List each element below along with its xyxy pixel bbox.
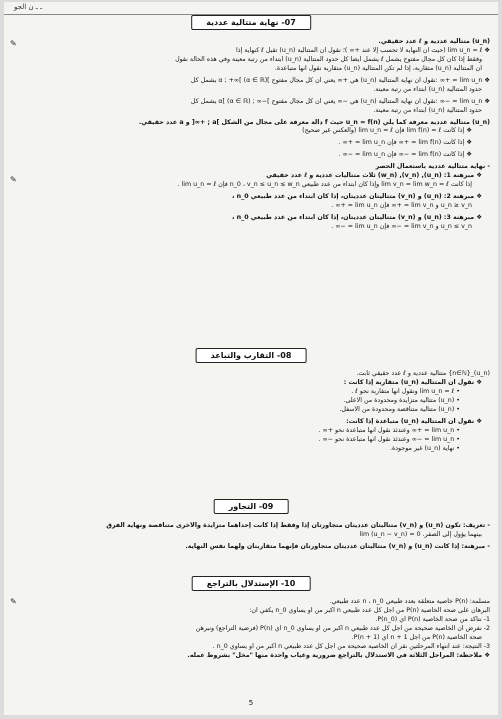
s10-line-3: 2- نفرض أن الخاصية صحيحة من أجل كل عدد طبيعي n أكبر من أو يساوي n_0 أي P(n) (فرضية التراجع) ونبرهن [195, 624, 490, 632]
s10-line-0: مسلمة: P(n) خاصية متعلقة بعدد طبيعي n ، n_0 عدد طبيعي. [329, 598, 490, 605]
document-page [4, 2, 498, 715]
s7-line-11: ❖ إذا كانت lim f(n) = −∞ فإن lim u_n = −∞ . [338, 151, 472, 159]
s10-line-6: ❖ ملاحظة: المراحل الثلاثة في الاستدلال بالتراجع ضرورية وغياب واحدة منها "مخل" بشروط عمله. [187, 651, 490, 659]
s7-line-9: ❖ إذا كانت lim f(n) = ℓ فإن lim u_n = ℓ (والعكس غير صحيح) [302, 127, 472, 135]
s8-line-6: • lim u_n = +∞ وعندئذ نقول أنها متباعدة نحو +∞ . [318, 426, 460, 434]
s7-line-4: ❖ lim u_n = +∞ :نقول أن نهاية المتتالية (u_n) هي +∞ يعني أن كل مجال مفتوح ]α ; +∞[ (α ∈ ℝ) يشمل كل [190, 76, 490, 84]
th3-line-1: u_n ≤ v_n و lim v_n = −∞ فإن lim u_n = −∞ . [331, 222, 472, 230]
s10-line-5: 3- النتيجة: عند انتهاء المرحلتين نقر أن الخاصية صحيحة من أجل كل عدد طبيعي n أكبر من أو يساوي n_0 . [212, 642, 490, 650]
s8-line-0: (u_n)_{n∈ℕ} متتالية عددية و ℓ عدد حقيقي ثابت. [356, 370, 490, 377]
header-strip [4, 2, 498, 15]
s8-line-5: ❖ نقول أن المتتالية (u_n) متباعدة إذا كانت: [346, 417, 482, 425]
s7-line-5: حدود المتتالية (u_n) ابتداء من رتبة معينة. [373, 85, 482, 93]
section-title-07: 07- نهاية متتالية عددية [191, 15, 311, 30]
s8-line-4: • (u_n) متتالية متناقصة ومحدودة من الأسفل. [339, 405, 460, 413]
s7-line-0: (u_n) متتالية عددية و ℓ عدد حقيقي. [378, 38, 490, 45]
th3-line-0: ❖ مبرهنة 3: (u_n) و (v_n) متتاليتان عدديتان، إذا كان ابتداء من عدد طبيعي n_0 ، [232, 213, 482, 221]
pen-mark-icon: ✎ [10, 175, 17, 184]
header-tab-text: ـ ـ ن الجو [14, 3, 43, 11]
s8-line-2: • lim u_n = ℓ ونقول أنها متقاربة نحو ℓ . [351, 387, 460, 395]
page-number: 5 [248, 699, 254, 708]
section-title-09: 09- التجاور [214, 499, 289, 514]
th1-line-0: ❖ مبرهنة 1: (u_n), (v_n), (w_n) ثلاث متتاليات عددية و ℓ عدد حقيقي [266, 172, 482, 180]
s7-line-6: ❖ lim u_n = −∞ :نقول أن نهاية المتتالية (u_n) هي −∞ يعني أن كل مجال مفتوح ]−∞ ; α[ (α ∈ ℝ) يشمل كل [190, 97, 490, 105]
s7-line-1: ❖ lim u_n = ℓ (حيث أن النهاية لا تحسب إلا عند +∞ )؛ نقول أن المتتالية (u_n) تقبل ℓ كنهاية إذا [236, 46, 490, 54]
section-title-10: 10- الإستدلال بالتراجع [192, 576, 311, 591]
s8-line-8: • نهاية (u_n) غير موجودة. [389, 444, 460, 452]
s7-line-2: وفقط إذا كان كل مجال مفتوح يشمل ℓ يشمل أيضا كل حدود المتتالية (u_n) ابتداء من رتبة معينة وفي هذه الحالة نقول [175, 55, 482, 63]
s7-line-7: حدود المتتالية (u_n) ابتداء من رتبة معينة. [373, 106, 482, 114]
section-08-body [12, 370, 490, 453]
section-09-body [12, 522, 490, 552]
section-title-08: 08- التقارب والتباعد [196, 348, 307, 363]
s9-line-2: - مبرهنة: إذا كانت (u_n) و (v_n) متتاليتان عدديتان متجاورتان فإنهما متقاربتان ولهما نفس النهاية. [185, 542, 490, 550]
section-10-body [12, 598, 490, 661]
s9-line-0: - تعريف: تكون (u_n) و (v_n) متتاليتان عدديتان متجاورتان إذا وفقط إذا كانت إحداهما متزايدة والأخرى متناقصة ونهاية الفرق [106, 522, 490, 529]
s7-line-10: ❖ إذا كانت lim f(n) = +∞ فإن lim u_n = +∞ . [338, 139, 472, 147]
th1-line-1: إذا كانت lim v_n = lim w_n = ℓ وإذا كان ابتداء من عدد طبيعي n_0 ، v_n ≤ u_n ≤ w_n فإن lim u_n = ℓ . [177, 181, 472, 189]
s7-line-3: أن المتتالية (u_n) متقاربة، إذا لم تكن المتتالية (u_n) متقاربة نقول أنها متباعدة. [274, 64, 482, 72]
s8-line-7: • lim u_n = −∞ وعندئذ نقول أنها متباعدة نحو −∞ . [318, 435, 460, 443]
th2-line-0: ❖ مبرهنة 2: (u_n) و (v_n) متتاليتان عدديتان، إذا كان ابتداء من عدد طبيعي n_0 ، [232, 193, 482, 201]
th2-line-1: u_n ≥ v_n و lim v_n = +∞ فإن lim u_n = +∞ . [331, 202, 472, 209]
section-07-body [12, 38, 490, 232]
s7-sub-heading: - نهاية متتالية عددية باستعمال الحصر [375, 163, 490, 171]
s10-line-4: صحة الخاصية P(n) من أجل n + 1 أي P(n + 1). [351, 633, 482, 641]
s10-line-1: البرهان على صحة الخاصية P(n) من أجل كل عدد طبيعي n أكبر من أو يساوي n_0 يكفي أن: [249, 606, 490, 614]
s8-line-1: ❖ نقول أن المتتالية (u_n) متقاربة إذا كانت : [343, 378, 482, 386]
s9-line-1: بينهما يؤول إلى الصفر. lim (u_n − v_n) = 0 [359, 530, 482, 538]
s7-line-8: (u_n) متتالية عددية معرفة كما يلي u_n = f(n) حيث f دالة معرفة على مجال من الشكل ]a ; +∞[ و a عدد حقيقي. [138, 118, 490, 126]
pen-mark-icon: ✎ [10, 39, 17, 48]
s10-line-2: 1- نتأكد من صحة الخاصية P(n) أي P(n_0). [375, 615, 490, 623]
s8-line-3: • (u_n) متتالية متزايدة ومحدودة من الأعلى. [343, 396, 460, 404]
pen-mark-icon: ✎ [10, 597, 17, 606]
